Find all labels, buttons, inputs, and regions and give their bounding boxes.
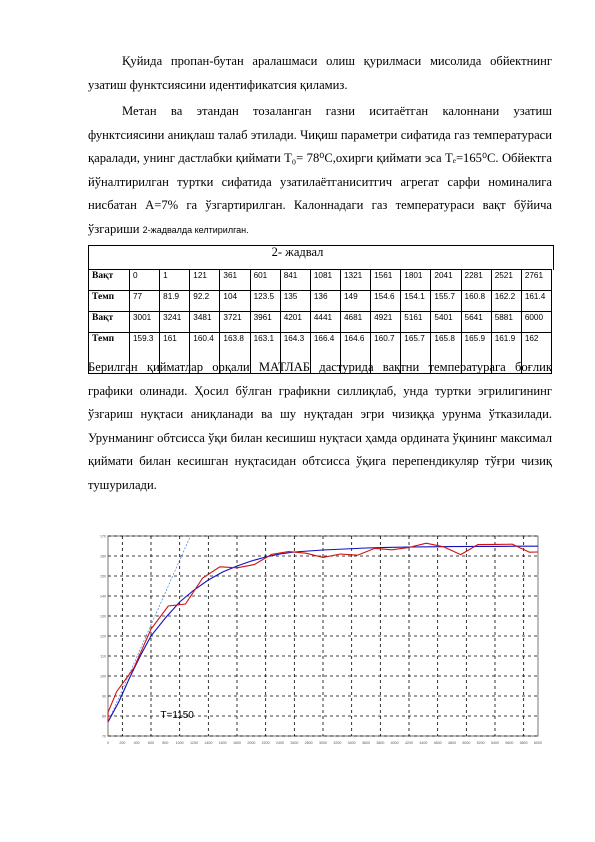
x-tick-label: 1600	[218, 741, 227, 745]
table-cell: 81.9	[160, 291, 190, 312]
table-cell: 123.5	[250, 291, 280, 312]
table-cell: 136	[310, 291, 340, 312]
x-tick-label: 4400	[419, 741, 428, 745]
table-cell: 160.4	[190, 333, 220, 374]
x-tick-label: 2000	[247, 741, 256, 745]
table-cell: 5881	[491, 312, 521, 333]
x-tick-label: 4800	[448, 741, 456, 745]
table-cell: 2761	[521, 270, 551, 291]
table-cell: 164.3	[280, 333, 310, 374]
x-tick-label: 1000	[175, 741, 184, 745]
table-cell: 159.3	[130, 333, 160, 374]
row-label: Темп	[89, 291, 130, 312]
table-cell: 2281	[461, 270, 491, 291]
table-caption: 2- жадвал	[271, 245, 324, 259]
table-cell: 163.8	[220, 333, 250, 374]
table-cell: 161	[160, 333, 190, 374]
analysis-paragraph	[88, 356, 552, 498]
table-cell: 160.8	[461, 291, 491, 312]
y-tick-label: 80	[102, 714, 106, 719]
table-cell: 4201	[280, 312, 310, 333]
x-tick-label: 6000	[534, 741, 542, 745]
table-cell: 121	[190, 270, 220, 291]
intro-paragraph	[88, 50, 552, 97]
table-cell: 5641	[461, 312, 491, 333]
row-label: Вақт	[89, 312, 130, 333]
table-cell: 160.7	[371, 333, 401, 374]
y-tick-label: 120	[100, 634, 106, 639]
table-row	[89, 312, 552, 333]
table-cell: 3721	[220, 312, 250, 333]
table-cell: 154.1	[401, 291, 431, 312]
table-cell: 3481	[190, 312, 220, 333]
table-cell: 5161	[401, 312, 431, 333]
x-tick-label: 1200	[190, 741, 198, 745]
table-cell: 1081	[310, 270, 340, 291]
x-tick-label: 3400	[347, 741, 356, 745]
table-cell: 155.7	[431, 291, 461, 312]
x-tick-label: 2600	[290, 741, 299, 745]
x-tick-label: 2400	[276, 741, 284, 745]
y-tick-label: 110	[100, 654, 106, 659]
x-tick-label: 3200	[333, 741, 342, 745]
table-cell: 165.7	[401, 333, 431, 374]
x-tick-label: 3600	[362, 741, 370, 745]
table-cell: 92.2	[190, 291, 220, 312]
y-tick-label: 160	[100, 554, 106, 559]
y-tick-label: 70	[102, 734, 106, 739]
temperature-chart	[100, 530, 550, 760]
method-text: Метан ва этандан тозаланган газни иситаётган калоннани узатиш функтсиясини аниқлаш талаб этилади. Чиқиш параметри сифатида газ температураси қаралади, унинг дастлабки қиймати T₀= 78⁰C,охирги қиймати эса Tₑ=165⁰C. Обйектга йўналтирилган туртки сифатида узатилаётганиситгич агрегат сарфи номиналига нисбатан A=7% га ўзгартирилган. Калоннадаги газ температураси вақт бўйича ўзгариши	[88, 104, 552, 236]
table-cell: 104	[220, 291, 250, 312]
table-cell: 2041	[431, 270, 461, 291]
y-tick-label: 150	[100, 574, 106, 579]
x-tick-label: 5400	[491, 741, 499, 745]
intro-text: Қуйида пропан-бутан аралашмаси олиш қурилмаси мисолида обйектнинг узатиш функтсиясини идентификатсия қиламиз.	[88, 54, 552, 92]
y-tick-label: 170	[100, 534, 106, 539]
table-cell: 1801	[401, 270, 431, 291]
table-row	[89, 270, 552, 291]
annotation-label: T=1150	[160, 710, 194, 721]
table-cell: 1	[160, 270, 190, 291]
table-cell: 163.1	[250, 333, 280, 374]
table-cell: 6000	[521, 312, 551, 333]
x-tick-label: 1400	[204, 741, 213, 745]
x-tick-label: 2200	[261, 741, 270, 745]
x-tick-label: 3800	[376, 741, 385, 745]
x-tick-label: 2800	[304, 741, 313, 745]
table-reference: 2-жадвалда келтирилган.	[142, 224, 249, 235]
x-tick-label: 4200	[405, 741, 413, 745]
y-tick-label: 100	[100, 674, 106, 679]
table-cell: 2521	[491, 270, 521, 291]
x-tick-label: 800	[162, 741, 169, 745]
table-cell: 135	[280, 291, 310, 312]
table-cell: 166.4	[310, 333, 340, 374]
table-cell: 164.6	[340, 333, 370, 374]
method-paragraph	[88, 100, 552, 243]
table-cell: 601	[250, 270, 280, 291]
table-cell: 3241	[160, 312, 190, 333]
table-cell: 361	[220, 270, 250, 291]
table-cell: 161.9	[491, 333, 521, 374]
table-cell: 0	[130, 270, 160, 291]
table-cell: 3961	[250, 312, 280, 333]
table-cell: 162.2	[491, 291, 521, 312]
x-tick-label: 600	[148, 741, 154, 745]
table-cell: 161.4	[521, 291, 551, 312]
x-tick-label: 4000	[390, 741, 399, 745]
x-tick-label: 400	[133, 741, 140, 745]
table-cell: 165.8	[431, 333, 461, 374]
x-tick-label: 5000	[462, 741, 471, 745]
y-tick-label: 140	[100, 594, 106, 599]
table-cell: 165.9	[461, 333, 491, 374]
y-tick-label: 130	[100, 614, 106, 619]
x-tick-label: 5600	[505, 741, 514, 745]
table-cell: 77	[130, 291, 160, 312]
table-cell: 4921	[371, 312, 401, 333]
analysis-text: Берилган қийматлар орқали МАТЛАБ дастурида вақтни температурага боғлиқ графики олинади. Ҳосил бўлган графикни силлиқлаб, унда туртки эгрилигининг ўзгариш нуқтаси аниқланади ва шу нуқтадан эгри чизиққа урунма ўтказилади. Урунманинг обтсисса ўқи билан кесишиш нуқтаси ҳамда ордината ўқининг максимал қиймати билан кесишган нуқтасидан обтсисса ўқига перепендикуляр тўғри чизиқ тушурилади.	[88, 360, 552, 492]
table-cell: 154.6	[371, 291, 401, 312]
x-tick-label: 0	[107, 741, 109, 745]
y-tick-label: 90	[102, 694, 106, 699]
x-tick-label: 1800	[233, 741, 241, 745]
x-tick-label: 4600	[433, 741, 442, 745]
table-cell: 162	[521, 333, 551, 374]
x-tick-label: 3000	[319, 741, 327, 745]
row-label: Вақт	[89, 270, 130, 291]
table-cell: 1561	[371, 270, 401, 291]
table-cell: 4681	[340, 312, 370, 333]
x-tick-label: 5800	[519, 741, 528, 745]
table-cell: 5401	[431, 312, 461, 333]
row-label: Темп	[89, 333, 130, 374]
x-tick-label: 5200	[476, 741, 485, 745]
table-cell: 3001	[130, 312, 160, 333]
table-cell: 841	[280, 270, 310, 291]
table-row	[89, 291, 552, 312]
table-cell: 149	[340, 291, 370, 312]
x-tick-label: 200	[119, 741, 126, 745]
table-cell: 4441	[310, 312, 340, 333]
table-cell: 1321	[340, 270, 370, 291]
